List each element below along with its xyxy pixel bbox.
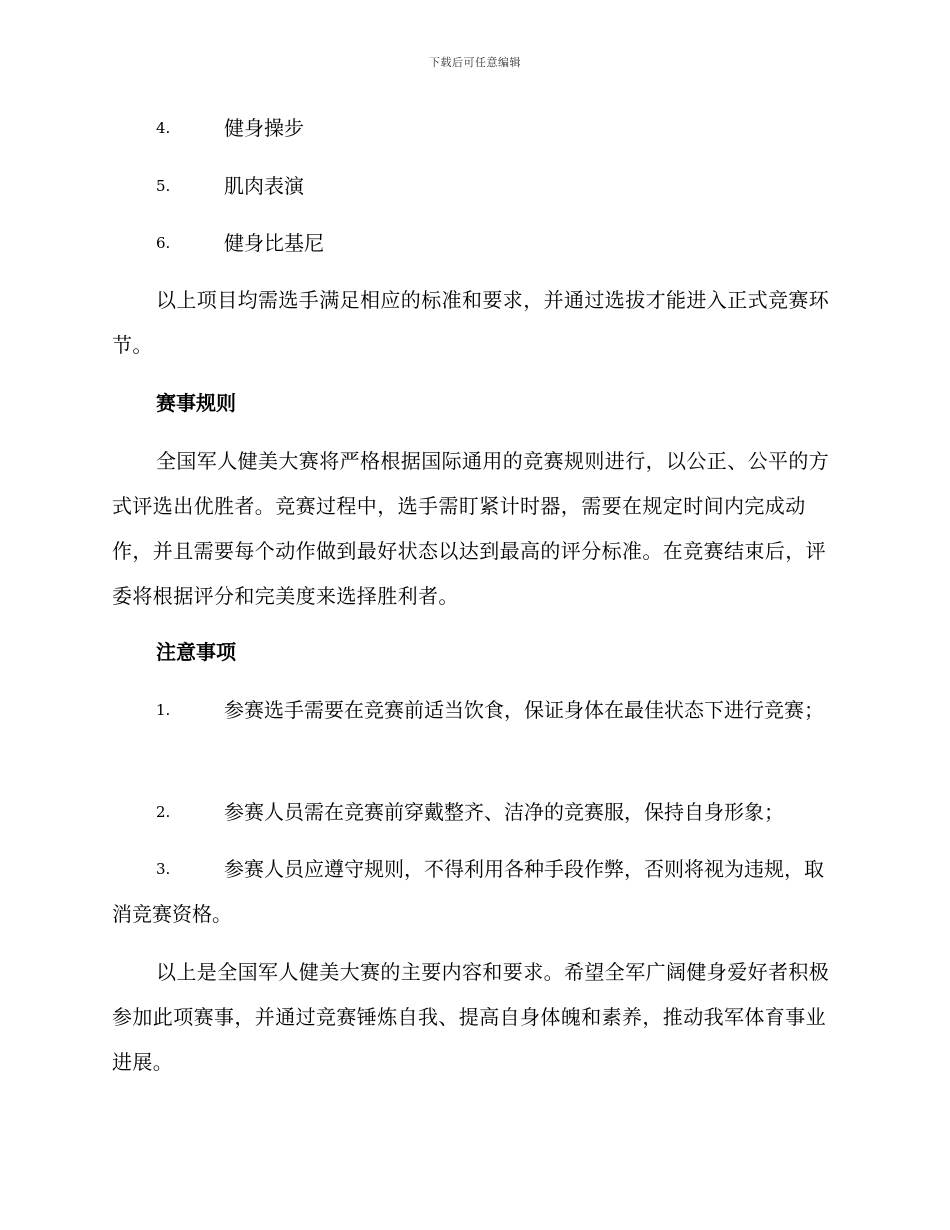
list-item [112,688,832,733]
list-text: 健身比基尼 [224,231,324,255]
paragraph: 全国军人健美大赛将严格根据国际通用的竞赛规则进行，以公正、公平的方式评选出优胜者。竞赛过程中，选手需盯紧计时器，需要在规定时间内完成动作，并且需要每个动作做到最好状态以达到最高的评分标准。在竞赛结束后，评委将根据评分和完美度来选择胜利者。 [112,449,830,608]
list-item [112,106,832,151]
list-number: 5. [156,177,171,195]
list-text: 肌肉表演 [224,174,304,198]
section-heading: 赛事规则 [156,391,236,415]
list-item [112,221,832,266]
list-number: 3. [156,860,171,878]
list-text: 参赛人员需在竞赛前穿戴整齐、洁净的竞赛服，保持自身形象； [224,800,784,824]
paragraph: 以上是全国军人健美大赛的主要内容和要求。希望全军广阔健身爱好者积极参加此项赛事，并通过竞赛锤炼自我、提高自身体魄和素养，推动我军体育事业进展。 [112,960,830,1074]
list-number: 2. [156,803,171,821]
list-item [112,847,832,937]
section-heading: 注意事项 [156,640,236,664]
list-number: 6. [156,234,171,252]
list-text: 参赛选手需要在竞赛前适当饮食，保证身体在最佳状态下进行竞赛； [224,698,824,722]
list-number: 1. [156,701,171,719]
page-header: 下载后可任意编辑 [429,56,521,69]
list-number: 4. [156,119,171,137]
list-item [112,790,832,835]
paragraph: 以上项目均需选手满足相应的标准和要求，并通过选拔才能进入正式竞赛环节。 [112,288,830,357]
list-item [112,164,832,209]
list-text: 健身操步 [224,116,304,140]
list-text: 参赛人员应遵守规则，不得利用各种手段作弊，否则将视为违规，取消竞赛资格。 [112,857,824,926]
